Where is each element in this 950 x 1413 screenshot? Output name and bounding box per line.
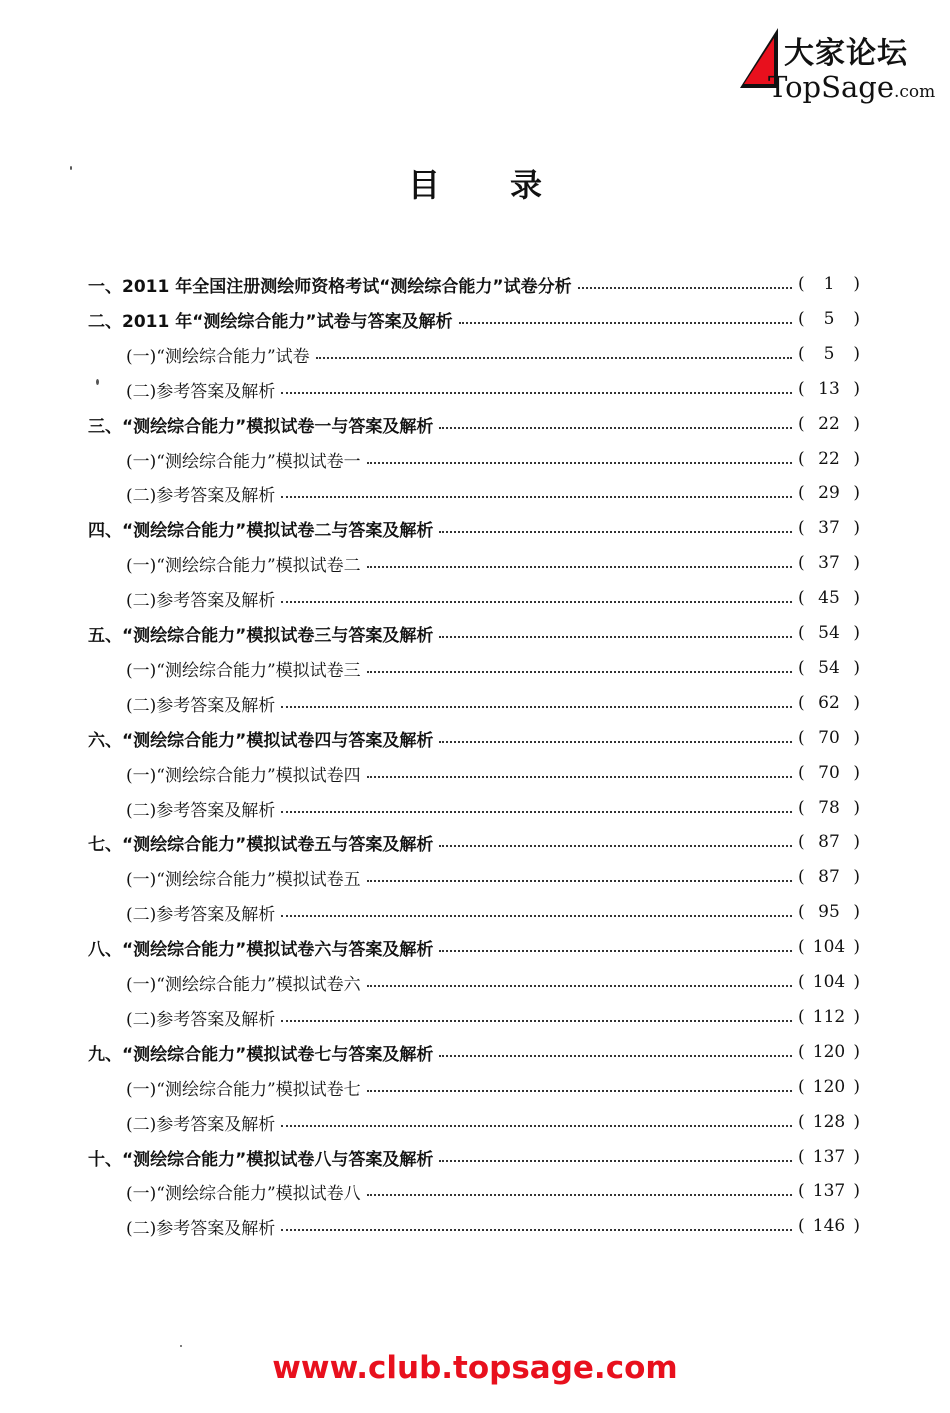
paren-open: (: [798, 518, 805, 538]
toc-page-number: 78: [818, 798, 840, 818]
dot-leader: [281, 1229, 792, 1231]
toc-page-ref: [798, 518, 860, 538]
toc-entry-label: 六、“测绘综合能力”模拟试卷四与答案及解析: [88, 730, 434, 751]
dot-leader: [367, 1090, 792, 1092]
dot-leader: [281, 706, 792, 708]
toc-entry-label: (一)“测绘综合能力”试卷: [126, 346, 310, 367]
paren-open: (: [798, 1181, 805, 1201]
toc-page-ref: [798, 1147, 860, 1167]
paren-close: ): [853, 867, 860, 887]
paren-open: (: [798, 867, 805, 887]
toc-page-ref: [798, 728, 860, 748]
toc-chapter-row: [88, 722, 860, 754]
toc-page-ref: [798, 1077, 860, 1097]
toc-entry-label: (一)“测绘综合能力”模拟试卷七: [126, 1079, 361, 1100]
toc-page-ref: [798, 1112, 860, 1132]
toc-entry-label: 三、“测绘综合能力”模拟试卷一与答案及解析: [88, 416, 434, 437]
paren-open: (: [798, 937, 805, 957]
paren-open: (: [798, 588, 805, 608]
scan-speck: [70, 166, 72, 170]
toc-entry-label: (一)“测绘综合能力”模拟试卷八: [126, 1183, 361, 1204]
toc-chapter-row: [88, 408, 860, 440]
toc-chapter-row: [88, 826, 860, 858]
toc-page-ref: [798, 274, 860, 294]
toc-page-number: 120: [812, 1077, 846, 1097]
toc-entry-label: (二)参考答案及解析: [126, 1114, 276, 1135]
toc-page-ref: [798, 867, 860, 887]
toc-page-ref: [798, 309, 860, 329]
toc-page-number: 29: [818, 483, 840, 503]
paren-close: ): [853, 658, 860, 678]
paren-open: (: [798, 1147, 805, 1167]
toc-page-number: 128: [812, 1112, 846, 1132]
toc-page-number: 62: [818, 693, 840, 713]
toc-page-number: 70: [818, 763, 840, 783]
dot-leader: [439, 950, 792, 952]
toc-entry-label: (二)参考答案及解析: [126, 1218, 276, 1239]
dot-leader: [367, 566, 792, 568]
toc-entry-label: (二)参考答案及解析: [126, 800, 276, 821]
dot-leader: [367, 462, 792, 464]
toc-page-number: 37: [818, 518, 840, 538]
paren-open: (: [798, 449, 805, 469]
toc-page-number: 22: [818, 449, 840, 469]
toc-entry-label: (二)参考答案及解析: [126, 381, 276, 402]
topsage-logo: [738, 18, 938, 110]
footer-url: www.club.topsage.com: [272, 1350, 678, 1386]
dot-leader: [439, 741, 792, 743]
dot-leader: [281, 811, 792, 813]
paren-close: ): [853, 798, 860, 818]
dot-leader: [439, 1160, 792, 1162]
toc-page-number: 104: [812, 972, 846, 992]
paren-close: ): [853, 344, 860, 364]
toc-page-number: 112: [812, 1007, 846, 1027]
toc-page-ref: [798, 414, 860, 434]
scan-speck: [180, 1345, 182, 1347]
toc-entry-label: 十、“测绘综合能力”模拟试卷八与答案及解析: [88, 1149, 434, 1170]
paren-open: (: [798, 344, 805, 364]
toc-entry-label: (一)“测绘综合能力”模拟试卷三: [126, 660, 361, 681]
toc-page-number: 54: [818, 623, 840, 643]
paren-open: (: [798, 274, 805, 294]
dot-leader: [439, 845, 792, 847]
toc-page-ref: [798, 763, 860, 783]
paren-close: ): [853, 309, 860, 329]
toc-page-ref: [798, 379, 860, 399]
toc-section-row: [126, 582, 860, 614]
paren-close: ): [853, 553, 860, 573]
dot-leader: [281, 1020, 792, 1022]
toc-page-number: 104: [812, 937, 846, 957]
dot-leader: [281, 1125, 792, 1127]
toc-page-ref: [798, 1042, 860, 1062]
paren-open: (: [798, 658, 805, 678]
toc-page-number: 37: [818, 553, 840, 573]
toc-page-ref: [798, 588, 860, 608]
toc-page-number: 137: [812, 1147, 846, 1167]
toc-chapter-row: [88, 512, 860, 544]
toc-entry-label: (二)参考答案及解析: [126, 695, 276, 716]
toc-section-row: [126, 547, 860, 579]
paren-close: ): [853, 518, 860, 538]
paren-close: ): [853, 832, 860, 852]
dot-leader: [281, 392, 792, 394]
paren-close: ): [853, 763, 860, 783]
toc-page-ref: [798, 1181, 860, 1201]
paren-close: ): [853, 1181, 860, 1201]
toc-entry-label: (一)“测绘综合能力”模拟试卷二: [126, 555, 361, 576]
toc-entry-label: (一)“测绘综合能力”模拟试卷四: [126, 765, 361, 786]
logo-brand: TopSage: [768, 70, 894, 104]
toc-page-number: 1: [823, 274, 835, 294]
toc-entry-label: 四、“测绘综合能力”模拟试卷二与答案及解析: [88, 520, 434, 541]
toc-entry-label: (二)参考答案及解析: [126, 485, 276, 506]
paren-close: ): [853, 449, 860, 469]
toc-chapter-row: [88, 931, 860, 963]
paren-open: (: [798, 483, 805, 503]
paren-open: (: [798, 902, 805, 922]
toc-chapter-row: [88, 617, 860, 649]
toc-page-number: 70: [818, 728, 840, 748]
toc-section-row: [126, 477, 860, 509]
dot-leader: [459, 322, 792, 324]
toc-page-number: 5: [823, 344, 835, 364]
paren-close: ): [853, 379, 860, 399]
paren-open: (: [798, 309, 805, 329]
paren-close: ): [853, 1112, 860, 1132]
toc-section-row: [126, 652, 860, 684]
paren-close: ): [853, 1042, 860, 1062]
paren-open: (: [798, 763, 805, 783]
paren-close: ): [853, 1077, 860, 1097]
toc-section-row: [126, 373, 860, 405]
toc-page-number: 5: [823, 309, 835, 329]
toc-section-row: [126, 1001, 860, 1033]
logo-suffix: .com: [894, 82, 936, 102]
toc-section-row: [126, 1175, 860, 1207]
toc-page-number: 87: [818, 832, 840, 852]
toc-page-number: 13: [818, 379, 840, 399]
paren-open: (: [798, 693, 805, 713]
paren-open: (: [798, 1077, 805, 1097]
toc-section-row: [126, 757, 860, 789]
page-title: 目录: [407, 166, 612, 204]
toc-section-row: [126, 896, 860, 928]
toc-entry-label: (二)参考答案及解析: [126, 904, 276, 925]
paren-open: (: [798, 1216, 805, 1236]
toc-chapter-row: [88, 1036, 860, 1068]
toc-page-number: 146: [812, 1216, 846, 1236]
toc-page-number: 120: [812, 1042, 846, 1062]
toc-section-row: [126, 687, 860, 719]
toc-page-number: 22: [818, 414, 840, 434]
toc-section-row: [126, 1210, 860, 1242]
toc-chapter-row: [88, 268, 860, 300]
toc-entry-label: 二、2011 年“测绘综合能力”试卷与答案及解析: [88, 311, 453, 332]
dot-leader: [439, 1055, 792, 1057]
toc-section-row: [126, 443, 860, 475]
toc-chapter-row: [88, 303, 860, 335]
toc-section-row: [126, 966, 860, 998]
toc-page-ref: [798, 658, 860, 678]
toc-section-row: [126, 1071, 860, 1103]
toc-page-ref: [798, 449, 860, 469]
paren-close: ): [853, 414, 860, 434]
toc-page-number: 45: [818, 588, 840, 608]
toc-page-number: 87: [818, 867, 840, 887]
toc-section-row: [126, 338, 860, 370]
toc-page-ref: [798, 902, 860, 922]
paren-open: (: [798, 798, 805, 818]
logo-english-text: [768, 70, 935, 104]
toc-entry-label: 一、2011 年全国注册测绘师资格考试“测绘综合能力”试卷分析: [88, 276, 572, 297]
toc-chapter-row: [88, 1141, 860, 1173]
paren-open: (: [798, 1007, 805, 1027]
paren-close: ): [853, 1147, 860, 1167]
toc-page-ref: [798, 553, 860, 573]
paren-open: (: [798, 623, 805, 643]
toc-entry-label: 九、“测绘综合能力”模拟试卷七与答案及解析: [88, 1044, 434, 1065]
paren-close: ): [853, 1216, 860, 1236]
dot-leader: [439, 531, 792, 533]
toc-entry-label: (二)参考答案及解析: [126, 590, 276, 611]
toc-page-ref: [798, 972, 860, 992]
dot-leader: [367, 1194, 792, 1196]
paren-close: ): [853, 1007, 860, 1027]
toc-entry-label: (二)参考答案及解析: [126, 1009, 276, 1030]
paren-close: ): [853, 728, 860, 748]
paren-open: (: [798, 972, 805, 992]
toc-page-number: 137: [812, 1181, 846, 1201]
dot-leader: [578, 287, 792, 289]
paren-open: (: [798, 1112, 805, 1132]
paren-close: ): [853, 274, 860, 294]
toc-entry-label: 五、“测绘综合能力”模拟试卷三与答案及解析: [88, 625, 434, 646]
toc-page-ref: [798, 798, 860, 818]
toc-page-number: 95: [818, 902, 840, 922]
toc-page-ref: [798, 1216, 860, 1236]
paren-close: ): [853, 623, 860, 643]
toc-page-ref: [798, 1007, 860, 1027]
toc-page-number: 54: [818, 658, 840, 678]
dot-leader: [281, 601, 792, 603]
paren-open: (: [798, 728, 805, 748]
dot-leader: [439, 427, 792, 429]
toc-page-ref: [798, 344, 860, 364]
toc-entry-label: (一)“测绘综合能力”模拟试卷六: [126, 974, 361, 995]
paren-open: (: [798, 553, 805, 573]
toc-page-ref: [798, 937, 860, 957]
paren-open: (: [798, 414, 805, 434]
paren-close: ): [853, 902, 860, 922]
paren-close: ): [853, 972, 860, 992]
dot-leader: [367, 880, 792, 882]
logo-chinese-text: 大家论坛: [784, 36, 908, 71]
toc-page-ref: [798, 832, 860, 852]
paren-open: (: [798, 1042, 805, 1062]
scan-speck: [96, 379, 99, 385]
toc-entry-label: 八、“测绘综合能力”模拟试卷六与答案及解析: [88, 939, 434, 960]
dot-leader: [316, 357, 792, 359]
dot-leader: [367, 985, 792, 987]
paren-close: ): [853, 937, 860, 957]
paren-open: (: [798, 379, 805, 399]
dot-leader: [281, 496, 792, 498]
dot-leader: [439, 636, 792, 638]
toc-section-row: [126, 861, 860, 893]
toc-entry-label: (一)“测绘综合能力”模拟试卷五: [126, 869, 361, 890]
dot-leader: [367, 776, 792, 778]
paren-close: ): [853, 693, 860, 713]
paren-close: ): [853, 483, 860, 503]
toc-section-row: [126, 1106, 860, 1138]
dot-leader: [367, 671, 792, 673]
toc-page-ref: [798, 623, 860, 643]
paren-open: (: [798, 832, 805, 852]
dot-leader: [281, 915, 792, 917]
toc-entry-label: 七、“测绘综合能力”模拟试卷五与答案及解析: [88, 834, 434, 855]
toc-entry-label: (一)“测绘综合能力”模拟试卷一: [126, 451, 361, 472]
toc-page-ref: [798, 693, 860, 713]
toc-page-ref: [798, 483, 860, 503]
paren-close: ): [853, 588, 860, 608]
toc-section-row: [126, 792, 860, 824]
